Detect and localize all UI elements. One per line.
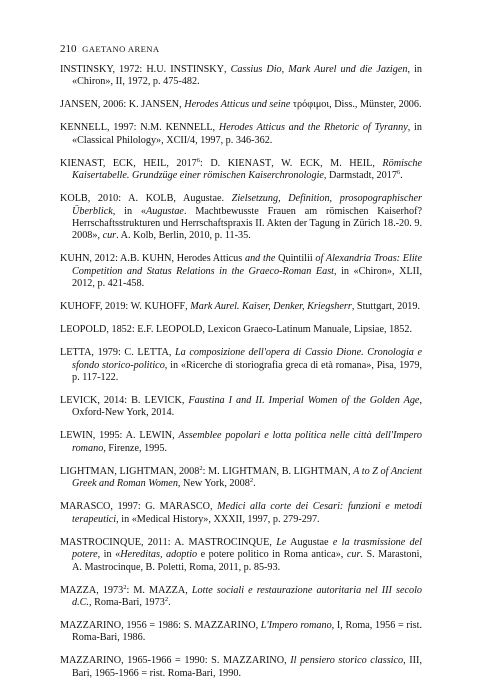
text: , <box>185 584 192 596</box>
text: . <box>400 170 403 182</box>
entry-key: LEVICK, 2014: B. <box>60 395 145 407</box>
text: , <box>210 501 218 513</box>
bibliography-entry <box>60 395 422 420</box>
entry-key: KIENAST, ECK, HEIL, 2017 <box>60 157 197 169</box>
author-surname: KUHOFF <box>144 301 186 313</box>
text: , in «Chiron», II, 1972, p. 475-482. <box>72 64 422 88</box>
text: , Firenze, 1995. <box>103 442 167 454</box>
entry-key: MARASCO, 1997: G. <box>60 501 160 513</box>
italic-term: cur <box>102 230 117 242</box>
work-title: e la trasmissione del potere <box>72 536 423 561</box>
author-surname: HEIL <box>349 157 373 169</box>
work-title: Mark Aurel. Kaiser, Denker, Kriegsherr <box>190 301 352 313</box>
author-surname: KOLB <box>145 193 174 205</box>
text: : M. <box>202 465 223 477</box>
entry-key: LEOPOLD, 1852: E.F. <box>60 324 156 336</box>
bibliography-entry <box>60 158 422 183</box>
text: , Roma-Bari, 1973 <box>88 596 165 608</box>
author-surname: ECK <box>299 157 321 169</box>
text: . S. Marastoni, A. Mastrocinque, B. Poletti, Roma, 2011, p. 85-93. <box>72 549 422 573</box>
edition-superscript: 2 <box>199 464 203 472</box>
work-title: of Alexandria Troas: Elite Competition and Status Relations in the Graeco-Roman East <box>72 253 423 277</box>
bibliography-entry <box>60 537 422 574</box>
author-surname: MAZZA <box>149 584 186 596</box>
page-number: 210 <box>60 43 77 55</box>
text: , <box>168 347 175 359</box>
entry-key: MAZZARINO, 1965-1966 = 1990: S. <box>60 655 223 667</box>
page-header <box>60 43 159 55</box>
bibliography-entry <box>60 99 422 111</box>
bibliography-entry <box>60 301 422 313</box>
text: , <box>179 99 185 111</box>
author-surname: KIENAST <box>227 157 272 169</box>
text: : D. <box>200 157 228 169</box>
text: , in «Medical History», XXXII, 1997, p. 279-297. <box>116 513 320 525</box>
author-surname: MARASCO <box>159 501 211 513</box>
bibliography-entry <box>60 655 422 680</box>
work-title: Il pensiero storico classico <box>290 655 404 667</box>
text: , in «Ricerche di storiografia greca di età romana», Pisa, 1979, p. 117-122. <box>72 359 422 384</box>
entry-key: KUHN, 2012: A.B. <box>60 253 143 265</box>
entry-key: KENNELL, 1997: N.M. <box>60 122 166 134</box>
text: , III, Bari, 1965-1966 = rist. Roma-Bari, 1990. <box>72 655 422 679</box>
entry-key: KUHOFF, 2019: W. <box>60 301 145 313</box>
work-title: L'Impero romano <box>260 619 332 631</box>
text: , Oxford-New York, 2014. <box>72 395 422 419</box>
text: , I, Roma, 1956 = rist. Roma-Bari, 1986. <box>72 619 422 644</box>
text: Quintilii <box>275 253 316 265</box>
author-surname: INSTINSKY <box>170 64 224 75</box>
text: , <box>212 122 219 134</box>
author-surname: LEOPOLD <box>155 324 203 336</box>
text: , in «Classical Philology», XCII/4, 1997, p. 346-362. <box>72 122 422 146</box>
text: , Lexicon Graeco-Latinum Manuale, Lipsiae, 1852. <box>202 324 412 336</box>
text: , <box>181 395 189 407</box>
edition-superscript: 2 <box>164 595 169 603</box>
author-surname: KENNELL <box>165 122 213 134</box>
entry-key: LEWIN, 1995: A. <box>60 430 140 442</box>
text: , Herodes Atticus <box>171 253 245 265</box>
text: , in « <box>97 549 121 561</box>
bibliography-entry <box>60 193 422 243</box>
bibliography-list <box>60 64 422 691</box>
work-title: Assemblee popolari e lotta politica nelle città dell'Impero romano <box>72 430 423 454</box>
author-surname: LIGHTMAN <box>293 465 348 477</box>
work-title: Lotte sociali e restaurazione autoritaria nel III secolo d.C. <box>72 584 423 608</box>
text: Augustae <box>286 536 333 548</box>
author-surname: KUHN <box>142 253 172 265</box>
work-title: La composizione dell'opera di Cassio Dione. Cronologia e sfondo storico-politico <box>72 347 423 371</box>
text: . <box>168 596 171 608</box>
bibliography-entry <box>60 324 422 336</box>
author-surname: JANSEN <box>141 99 180 111</box>
text: , Augustae. <box>173 193 232 205</box>
work-title: Herodes Atticus und seine <box>184 99 291 111</box>
text: , <box>172 430 179 442</box>
entry-key: KOLB, 2010: A. <box>60 193 146 205</box>
italic-term: Hereditas, adoptio <box>120 549 198 561</box>
italic-term: cur <box>346 549 361 561</box>
bibliography-entry <box>60 501 422 526</box>
entry-key: INSTINSKY, 1972: H.U. <box>60 64 171 75</box>
text: , Stuttgart, 2019. <box>351 301 421 313</box>
text: : M. <box>126 584 150 596</box>
text: , B. <box>276 465 294 477</box>
bibliography-entry <box>60 64 422 89</box>
work-title: Faustina I and II. Imperial Women of the Golden Age <box>188 395 420 407</box>
work-title: Herodes Atticus and the Rhetoric of Tyranny <box>218 122 408 134</box>
italic-term: Augustae <box>146 205 184 217</box>
edition-superscript: 6 <box>396 169 401 177</box>
bibliography-entry <box>60 253 422 290</box>
entry-key: LETTA, 1979: C. <box>60 347 138 359</box>
work-title: Medici alla corte dei Cesari: funzioni e metodi terapeutici <box>72 501 423 525</box>
text: , <box>223 64 231 75</box>
text: . <box>253 478 256 490</box>
entry-key: MASTROCINQUE, 2011: A. <box>60 536 189 548</box>
entry-key: MAZZARINO, 1956 = 1986: S. <box>60 619 195 631</box>
author-surname: LETTA <box>137 347 169 359</box>
work-title: Le <box>276 536 287 548</box>
text: , <box>347 465 354 477</box>
edition-superscript: 2 <box>249 477 254 485</box>
author-surname: LIGHTMAN <box>222 465 277 477</box>
edition-superscript: 6 <box>196 156 201 164</box>
bibliography-entry <box>60 347 422 384</box>
author-surname: LEVICK <box>144 395 182 407</box>
entry-key: LIGHTMAN, LIGHTMAN, 2008 <box>60 465 200 477</box>
work-title: Römische Kaisertabelle. Grundzüge einer römischen Kaiserchronologie <box>72 157 423 182</box>
work-title: Cassius Dio, Mark Aurel und die Jazigen <box>230 64 408 75</box>
text: , <box>372 157 383 169</box>
text: , W. <box>271 157 300 169</box>
text: e potere politico in Roma antica», <box>197 549 347 561</box>
bibliography-entry <box>60 466 422 491</box>
text: , in « <box>112 205 147 217</box>
text: . A. Kolb, Berlin, 2010, p. 11-35. <box>116 230 251 242</box>
text: . Machtbewusste Frauen am römischen Kaiserhof? Herrschaftsstrukturen und Herrschaftspraxis II. Akten der Tagung in Zürich 18.-20. 9. 2008», <box>72 205 422 242</box>
bibliography-entry <box>60 122 422 147</box>
author-surname: MASTROCINQUE <box>188 536 270 548</box>
bibliography-entry <box>60 430 422 455</box>
author-surname: MAZZARINO <box>194 619 256 631</box>
text: , <box>185 301 191 313</box>
text: , Darmstadt, 2017 <box>323 170 397 182</box>
author-surname: MAZZARINO <box>222 655 285 667</box>
text: , M. <box>320 157 350 169</box>
running-head: GAETANO ARENA <box>82 44 160 54</box>
entry-key: JANSEN, 2006: K. <box>60 99 142 111</box>
author-surname: LEWIN <box>139 430 173 442</box>
bibliography-entry <box>60 585 422 610</box>
text: , New York, 2008 <box>177 478 250 490</box>
text: , <box>284 655 291 667</box>
edition-superscript: 2 <box>123 583 127 591</box>
work-title: Zielsetzung, Definition, prosopographischer Überblick <box>72 193 422 217</box>
text: , <box>269 536 277 548</box>
text: τρόφιμοι, Diss., Münster, 2006. <box>290 99 422 111</box>
work-title: and the <box>244 253 276 265</box>
work-title: A to Z of Ancient Greek and Roman Women <box>72 465 423 490</box>
text: , in «Chiron», XLII, 2012, p. 421-458. <box>72 265 423 290</box>
text: , <box>255 619 261 631</box>
bibliography-entry <box>60 620 422 645</box>
entry-key: MAZZA, 1973 <box>60 584 124 596</box>
